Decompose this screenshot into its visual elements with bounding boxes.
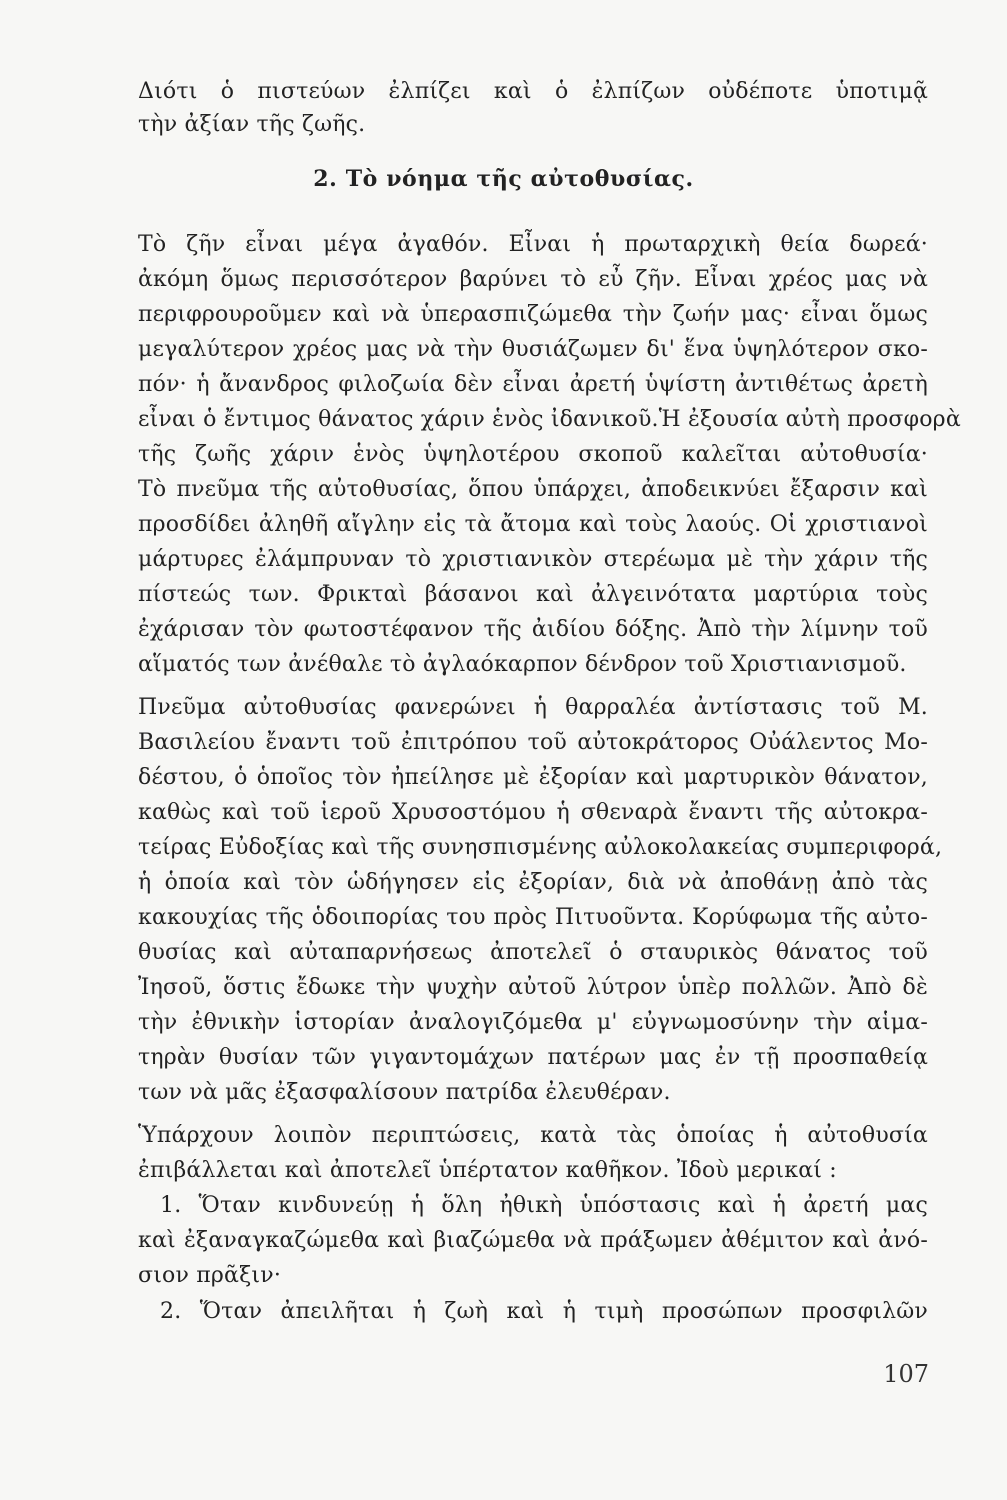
paragraph2-line: Ἰησοῦ, ὅστις ἔδωκε τὴν ψυχὴν αὐτοῦ λύτρον ὑπὲρ πολλῶν. Ἀπὸ δὲ xyxy=(138,975,928,1000)
paragraph2-line: δέστου, ὁ ὁποῖος τὸν ἠπείλησε μὲ ἐξορίαν καὶ μαρτυρικὸν θάνατον, xyxy=(138,765,928,790)
paragraph1-line: πόν· ἡ ἄνανδρος φιλοζωία δὲν εἶναι ἀρετή ὑψίστη ἀντιθέτως ἀρετὴ xyxy=(138,372,928,397)
paragraph2-line: Πνεῦμα αὐτοθυσίας φανερώνει ἡ θαρραλέα ἀντίστασις τοῦ Μ. xyxy=(138,695,928,720)
paragraph1-line: τῆς ζωῆς χάριν ἑνὸς ὑψηλοτέρου σκοποῦ καλεῖται αὐτοθυσία· xyxy=(138,442,928,467)
paragraph1-line: Τὸ ζῆν εἶναι μέγα ἀγαθόν. Εἶναι ἡ πρωταρχικὴ θεία δωρεά· xyxy=(138,232,928,257)
paragraph2-line: ἡ ὁποία καὶ τὸν ὡδήγησεν εἰς ἐξορίαν, διὰ νὰ ἀποθάνῃ ἀπὸ τὰς xyxy=(138,870,928,895)
paragraph1-line: μεγαλύτερον χρέος μας νὰ τὴν θυσιάζωμεν δι' ἕνα ὑψηλότερον σκο- xyxy=(138,337,928,362)
list-item: 2. Ὅταν ἀπειλῆται ἡ ζωὴ καὶ ἡ τιμὴ προσώπων προσφιλῶν xyxy=(160,1299,928,1324)
paragraph2-line: κακουχίας τῆς ὁδοιπορίας του πρὸς Πιτυοῦντα. Κορύφωμα τῆς αὐτο- xyxy=(138,905,928,930)
list-item: 1. Ὅταν κινδυνεύῃ ἡ ὅλη ἠθικὴ ὑπόστασις καὶ ἡ ἀρετή μας xyxy=(160,1193,928,1218)
paragraph1-line: πίστεώς των. Φρικταὶ βάσανοι καὶ ἀλγεινότατα μαρτύρια τοὺς xyxy=(138,582,928,607)
paragraph2-line: τείρας Εὐδοξίας καὶ τῆς συνησπισμένης αὐλοκολακείας συμπεριφορά, xyxy=(138,835,943,860)
paragraph2-line: καθὼς καὶ τοῦ ἱεροῦ Χρυσοστόμου ἡ σθεναρὰ ἔναντι τῆς αὐτοκρα- xyxy=(138,800,928,825)
paragraph1-line: προσδίδει ἀληθῆ αἴγλην εἰς τὰ ἄτομα καὶ τοὺς λαούς. Οἱ χριστιανοὶ xyxy=(138,512,928,537)
section-heading: 2. Τὸ νόημα τῆς αὐτοθυσίας. xyxy=(313,166,694,192)
paragraph2-line: των νὰ μᾶς ἐξασφαλίσουν πατρίδα ἐλευθέραν. xyxy=(138,1080,671,1105)
paragraph3-line: Ὑπάρχουν λοιπὸν περιπτώσεις, κατὰ τὰς ὁποίας ἡ αὐτοθυσία xyxy=(138,1123,928,1148)
paragraph1-line: περιφρουροῦμεν καὶ νὰ ὑπερασπιζώμεθα τὴν ζωήν μας· εἶναι ὅμως xyxy=(138,302,928,327)
paragraph1-line: αἵματός των ἀνέθαλε τὸ ἀγλαόκαρπον δένδρον τοῦ Χριστιανισμοῦ. xyxy=(138,652,907,677)
paragraph1-line: ἐχάρισαν τὸν φωτοστέφανον τῆς ἀιδίου δόξης. Ἀπὸ τὴν λίμνην τοῦ xyxy=(138,617,928,642)
paragraph2-line: Βασιλείου ἔναντι τοῦ ἐπιτρόπου τοῦ αὐτοκράτορος Οὐάλεντος Μο- xyxy=(138,730,928,755)
page-number: 107 xyxy=(883,1360,929,1388)
paragraph2-line: τηρὰν θυσίαν τῶν γιγαντομάχων πατέρων μας ἐν τῇ προσπαθείᾳ xyxy=(138,1045,928,1070)
intro-line-1: Διότι ὁ πιστεύων ἐλπίζει καὶ ὁ ἐλπίζων οὐδέποτε ὑποτιμᾷ xyxy=(138,79,928,104)
intro-line-2: τὴν ἀξίαν τῆς ζωῆς. xyxy=(138,112,366,137)
paragraph1-line: εἶναι ὁ ἔντιμος θάνατος χάριν ἑνὸς ἰδανικοῦ.Ἡ ἐξουσία αὐτὴ προσφορὰ xyxy=(138,407,961,432)
list-item-continuation: σιον πρᾶξιν· xyxy=(138,1263,282,1288)
paragraph1-line: Τὸ πνεῦμα τῆς αὐτοθυσίας, ὅπου ὑπάρχει, ἀποδεικνύει ἔξαρσιν καὶ xyxy=(138,477,928,502)
paragraph2-line: τὴν ἐθνικὴν ἱστορίαν ἀναλογιζόμεθα μ' εὐγνωμοσύνην τὴν αἱμα- xyxy=(138,1010,928,1035)
list-item-continuation: καὶ ἐξαναγκαζώμεθα καὶ βιαζώμεθα νὰ πράξωμεν ἀθέμιτον καὶ ἀνό- xyxy=(138,1228,928,1253)
paragraph3-line: ἐπιβάλλεται καὶ ἀποτελεῖ ὑπέρτατον καθῆκον. Ἰδοὺ μερικαί : xyxy=(138,1158,837,1183)
paragraph1-line: μάρτυρες ἐλάμπρυναν τὸ χριστιανικὸν στερέωμα μὲ τὴν χάριν τῆς xyxy=(138,547,928,572)
paragraph2-line: θυσίας καὶ αὐταπαρνήσεως ἀποτελεῖ ὁ σταυρικὸς θάνατος τοῦ xyxy=(138,940,928,965)
paragraph1-line: ἀκόμη ὅμως περισσότερον βαρύνει τὸ εὖ ζῆν. Εἶναι χρέος μας νὰ xyxy=(138,267,928,292)
